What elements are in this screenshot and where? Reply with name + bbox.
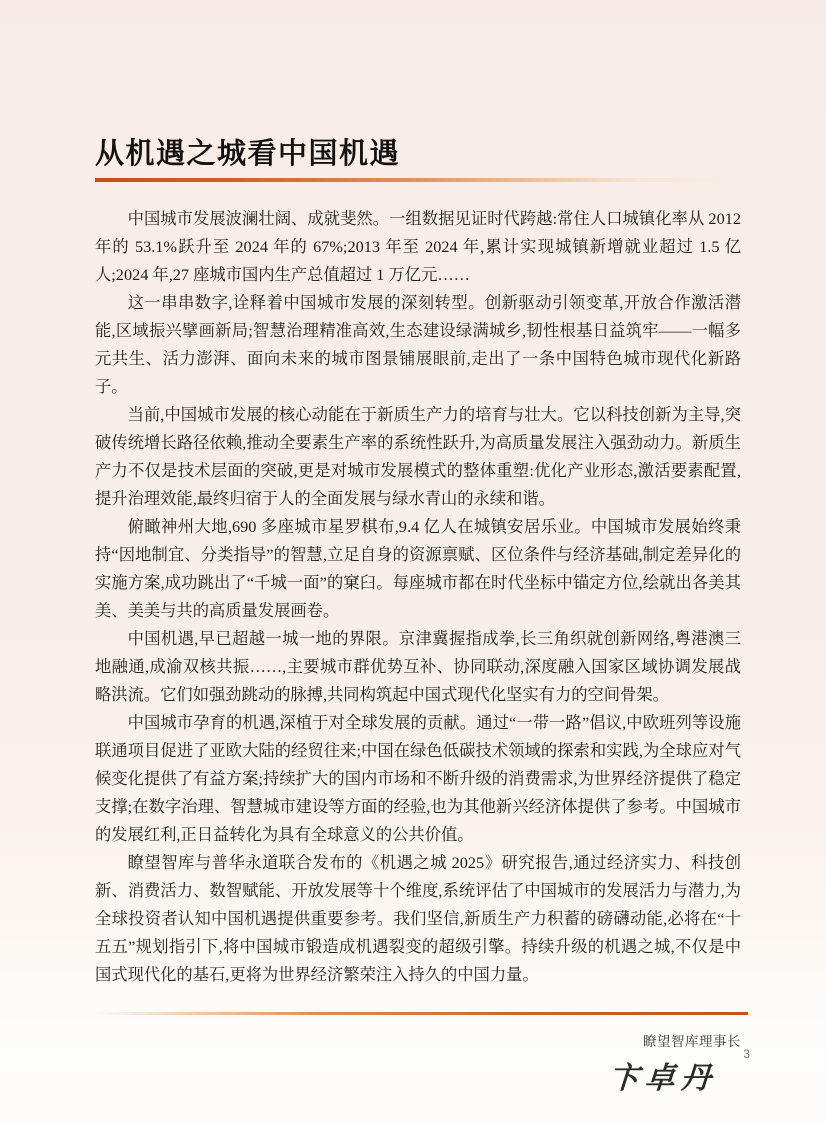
signature-name: 卞卓丹 [607,1062,718,1096]
body-paragraph: 瞭望智库与普华永道联合发布的《机遇之城 2025》研究报告,通过经济实力、科技创新、消费活力、数智赋能、开放发展等十个维度,系统评估了中国城市的发展活力与潜力,为全球投资者认知中国机遇提供重要参考。我们坚信,新质生产力积蓄的磅礴动能,必将在“十五五”规划指引下,将中国城市锻造成机遇裂变的超级引擎。持续升级的机遇之城,不仅是中国式现代化的基石,更将为世界经济繁荣注入持久的中国力量。 [95,853,741,985]
content-column [95,138,741,1097]
signature-role: 瞭望智库理事长 [643,1034,741,1050]
title-underline-rule [95,178,741,182]
body-paragraph: 这一串串数字,诠释着中国城市发展的深刻转型。创新驱动引领变革,开放合作激活潜能,区域振兴擘画新局;智慧治理精准高效,生态建设绿满城乡,韧性根基日益筑牢——一幅多元共生、活力澎湃、面向未来的城市图景铺展眼前,走出了一条中国特色城市现代化新路子。 [95,293,741,397]
body-paragraph: 当前,中国城市发展的核心动能在于新质生产力的培育与壮大。它以科技创新为主导,突破传统增长路径依赖,推动全要素生产率的系统性跃升,为高质量发展注入强劲动力。新质生产力不仅是技术层面的突破,更是对城市发展模式的整体重塑:优化产业形态,激活要素配置,提升治理效能,最终归宿于人的全面发展与绿水青山的永续和谐。 [95,405,741,509]
body-paragraph: 中国机遇,早已超越一城一地的界限。京津冀握指成拳,长三角织就创新网络,粤港澳三地融通,成渝双核共振……,主要城市群优势互补、协同联动,深度融入国家区域协调发展战略洪流。它们如强劲跳动的脉搏,共同构筑起中国式现代化坚实有力的空间骨架。 [95,629,741,705]
signature-divider-rule [95,1012,748,1015]
page-number: 3 [743,1047,750,1061]
body-paragraph: 中国城市发展波澜壮阔、成就斐然。一组数据见证时代跨越:常住人口城镇化率从 2012 年的 53.1%跃升至 2024 年的 67%;2013 年至 2024 年,累计实现城镇新增就业超过 1.5 亿人;2024 年,27 座城市国内生产总值超过 1 万亿元…… [95,209,741,285]
article-body [95,205,741,989]
body-paragraph: 中国城市孕育的机遇,深植于对全球发展的贡献。通过“一带一路”倡议,中欧班列等设施联通项目促进了亚欧大陆的经贸往来;中国在绿色低碳技术领域的探索和实践,为全球应对气候变化提供了有益方案;持续扩大的国内市场和不断升级的消费需求,为世界经济提供了稳定支撑;在数字治理、智慧城市建设等方面的经验,也为其他新兴经济体提供了参考。中国城市的发展红利,正日益转化为具有全球意义的公共价值。 [95,713,741,845]
page-title: 从机遇之城看中国机遇 [95,138,401,170]
body-paragraph: 俯瞰神州大地,690 多座城市星罗棋布,9.4 亿人在城镇安居乐业。中国城市发展始终秉持“因地制宜、分类指导”的智慧,立足自身的资源禀赋、区位条件与经济基础,制定差异化的实施方案,成功跳出了“千城一面”的窠臼。每座城市都在时代坐标中锚定方位,绘就出各美其美、美美与共的高质量发展画卷。 [95,517,741,621]
